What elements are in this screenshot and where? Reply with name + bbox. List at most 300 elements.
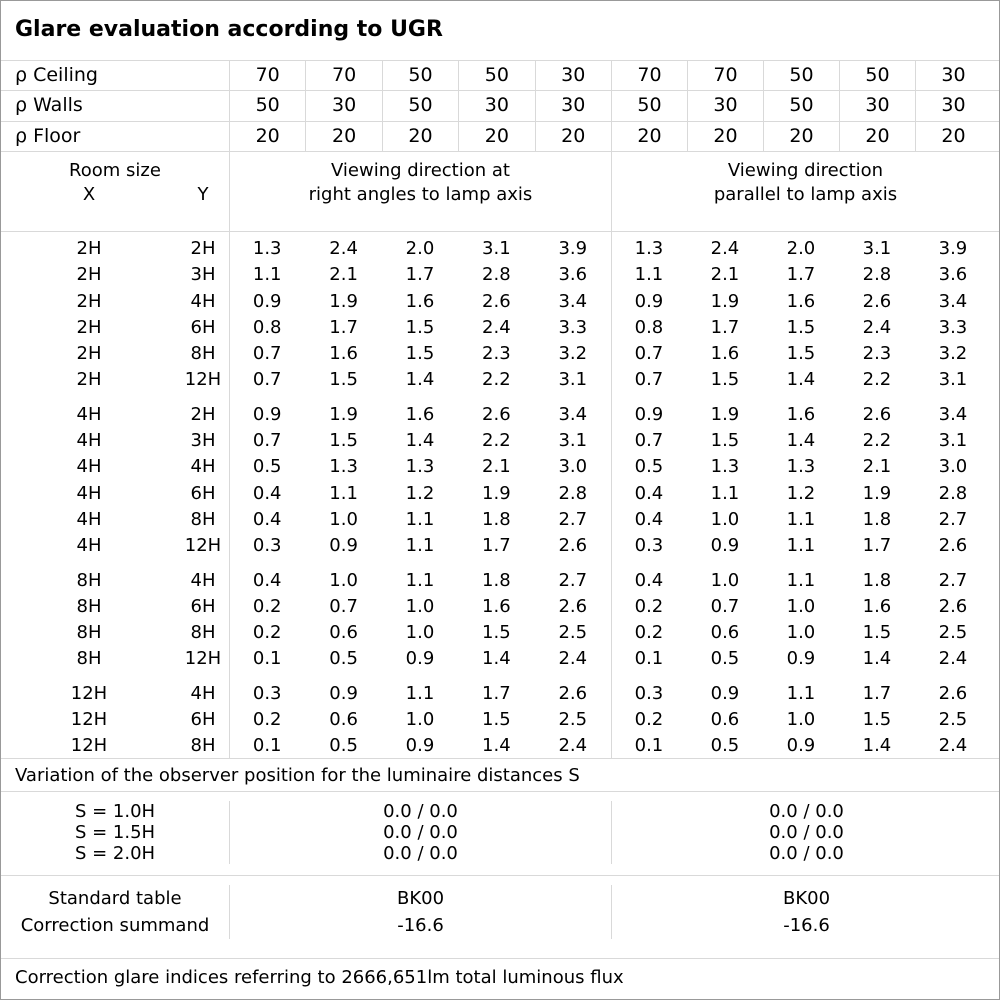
room-y-value: 8H <box>190 735 216 757</box>
xy-labels <box>1 183 229 207</box>
ugr-parallel-value: 1.9 <box>710 403 740 425</box>
room-x-value: 2H <box>76 290 102 312</box>
ugr-parallel-value: 1.9 <box>710 290 740 312</box>
ugr-right-angle-value: 1.5 <box>482 709 511 731</box>
ugr-table-row <box>1 341 999 367</box>
ugr-parallel-value: 0.2 <box>634 622 664 644</box>
reflectance-value: 50 <box>229 91 305 120</box>
room-size-block <box>1 681 999 760</box>
ugr-parallel-value: 3.4 <box>938 290 968 312</box>
ugr-parallel-value: 1.0 <box>710 569 740 591</box>
reflectance-value: 20 <box>687 122 763 151</box>
ugr-right-angle-value: 0.2 <box>252 595 282 617</box>
room-x-value: 12H <box>70 735 108 757</box>
spacer <box>991 533 999 559</box>
s-variation-row <box>1 801 999 822</box>
reflectance-value: 70 <box>687 61 763 90</box>
ugr-parallel-value: 1.4 <box>862 735 892 757</box>
spacer <box>991 236 999 262</box>
reflectance-row <box>1 61 999 91</box>
ugr-parallel-value: 0.1 <box>634 735 664 757</box>
spacer <box>991 341 999 367</box>
ugr-right-angle-value: 1.1 <box>405 682 435 704</box>
ugr-parallel-value: 0.4 <box>634 508 664 530</box>
ugr-parallel-value: 1.5 <box>862 622 892 644</box>
ugr-right-angle-value: 0.5 <box>329 735 358 757</box>
ugr-parallel-value: 1.5 <box>710 369 740 391</box>
ugr-parallel-value: 1.1 <box>634 264 664 286</box>
ugr-right-angle-value: 0.9 <box>405 735 435 757</box>
ugr-right-angle-value: 3.4 <box>558 403 588 425</box>
ugr-right-angle-value: 1.3 <box>252 237 282 259</box>
room-x-value: 2H <box>76 264 102 286</box>
spacer <box>991 315 999 341</box>
ugr-parallel-value: 1.8 <box>862 508 892 530</box>
ugr-right-angle-value: 3.9 <box>558 237 588 259</box>
s-variation-row <box>1 843 999 864</box>
ugr-parallel-value: 1.5 <box>786 316 816 338</box>
ugr-row-blocks <box>1 236 999 760</box>
room-y-value: 4H <box>190 456 216 478</box>
room-size-block <box>1 236 999 394</box>
right-angle-heading-line1: Viewing direction at <box>330 159 510 181</box>
spacer <box>991 507 999 533</box>
ugr-parallel-value: 1.3 <box>786 456 816 478</box>
ugr-table-row <box>1 620 999 646</box>
room-y-value: 12H <box>184 369 222 391</box>
ugr-right-angle-value: 0.9 <box>405 648 435 670</box>
ugr-right-angle-value: 2.7 <box>558 508 588 530</box>
ugr-right-angle-value: 1.4 <box>482 648 511 670</box>
ugr-right-angle-value: 3.6 <box>558 264 588 286</box>
summary-table <box>1 876 999 959</box>
reflectance-label: ρ Ceiling <box>15 64 98 86</box>
ugr-parallel-value: 0.1 <box>634 648 664 670</box>
ugr-right-angle-value: 0.2 <box>252 709 282 731</box>
ugr-right-angle-value: 1.6 <box>329 343 358 365</box>
ugr-parallel-value: 3.4 <box>938 403 968 425</box>
ugr-parallel-value: 0.7 <box>634 369 664 391</box>
ugr-right-angle-value: 1.5 <box>405 343 435 365</box>
ugr-right-angle-value: 2.7 <box>558 569 588 591</box>
ugr-right-angle-value: 1.3 <box>329 456 358 478</box>
summary-right-angle-value: BK00 <box>229 885 611 912</box>
room-x-value: 4H <box>76 482 102 504</box>
ugr-right-angle-value: 0.5 <box>329 648 358 670</box>
reflectance-value: 20 <box>611 122 687 151</box>
ugr-right-angle-value: 1.0 <box>329 569 358 591</box>
summary-label: Correction summand <box>20 914 210 936</box>
ugr-right-angle-value: 1.2 <box>405 482 435 504</box>
ugr-parallel-value: 2.8 <box>938 482 968 504</box>
room-x-value: 4H <box>76 508 102 530</box>
reflectance-value: 50 <box>763 91 839 120</box>
room-y-value: 6H <box>190 595 216 617</box>
ugr-right-angle-value: 1.5 <box>329 430 358 452</box>
ugr-table-row <box>1 262 999 288</box>
ugr-right-angle-value: 1.0 <box>405 595 435 617</box>
ugr-right-angle-value: 2.4 <box>482 316 511 338</box>
ugr-right-angle-value: 0.7 <box>252 430 282 452</box>
summary-row <box>1 885 999 912</box>
ugr-right-angle-value: 1.9 <box>329 403 358 425</box>
ugr-right-angle-value: 0.1 <box>252 735 282 757</box>
ugr-parallel-value: 0.8 <box>634 316 664 338</box>
ugr-right-angle-value: 0.7 <box>329 595 358 617</box>
summary-parallel-value: BK00 <box>611 885 1000 912</box>
reflectance-value: 50 <box>839 61 915 90</box>
ugr-parallel-value: 0.3 <box>634 682 664 704</box>
reflectance-value: 30 <box>305 91 381 120</box>
parallel-heading <box>611 152 999 231</box>
room-y-value: 2H <box>190 403 216 425</box>
ugr-right-angle-value: 1.9 <box>329 290 358 312</box>
room-y-value: 6H <box>190 316 216 338</box>
ugr-parallel-value: 1.4 <box>786 430 816 452</box>
ugr-right-angle-value: 2.8 <box>558 482 588 504</box>
ugr-parallel-value: 0.6 <box>710 622 740 644</box>
ugr-parallel-value: 2.8 <box>862 264 892 286</box>
reflectance-value: 30 <box>915 61 991 90</box>
ugr-parallel-value: 3.1 <box>938 369 968 391</box>
spacer <box>991 707 999 733</box>
ugr-right-angle-value: 1.5 <box>482 622 511 644</box>
room-y-value: 12H <box>184 648 222 670</box>
parallel-heading-line2: parallel to lamp axis <box>713 183 898 205</box>
ugr-right-angle-value: 1.7 <box>482 682 511 704</box>
spacer <box>991 367 999 393</box>
right-angle-heading <box>229 152 611 231</box>
ugr-right-angle-value: 0.6 <box>329 709 358 731</box>
ugr-parallel-value: 0.4 <box>634 482 664 504</box>
ugr-right-angle-value: 1.8 <box>482 569 511 591</box>
ugr-parallel-value: 1.5 <box>862 709 892 731</box>
ugr-table-row <box>1 236 999 262</box>
reflectance-row <box>1 122 999 152</box>
reflectance-value: 50 <box>611 91 687 120</box>
ugr-parallel-value: 2.6 <box>938 682 968 704</box>
room-x-value: 8H <box>76 595 102 617</box>
ugr-parallel-value: 2.1 <box>862 456 892 478</box>
ugr-right-angle-value: 0.7 <box>252 369 282 391</box>
parallel-heading-line1: Viewing direction <box>727 159 884 181</box>
reflectance-value: 50 <box>382 91 458 120</box>
ugr-right-angle-value: 1.1 <box>405 508 435 530</box>
reflectance-value: 30 <box>687 91 763 120</box>
ugr-right-angle-value: 2.6 <box>558 595 588 617</box>
ugr-parallel-value: 0.9 <box>710 535 740 557</box>
room-y-value: 8H <box>190 508 216 530</box>
room-x-value: 4H <box>76 403 102 425</box>
ugr-right-angle-value: 0.9 <box>329 682 358 704</box>
reflectance-value: 20 <box>305 122 381 151</box>
room-y-value: 8H <box>190 343 216 365</box>
ugr-parallel-value: 2.1 <box>710 264 740 286</box>
room-x-value: 4H <box>76 535 102 557</box>
room-x-value: 2H <box>76 343 102 365</box>
room-y-value: 4H <box>190 682 216 704</box>
ugr-right-angle-value: 1.4 <box>405 430 435 452</box>
ugr-right-angle-value: 3.4 <box>558 290 588 312</box>
ugr-parallel-value: 0.2 <box>634 595 664 617</box>
reflectance-value: 30 <box>458 91 534 120</box>
spacer <box>991 91 999 120</box>
room-y-value: 4H <box>190 569 216 591</box>
ugr-table-row <box>1 481 999 507</box>
ugr-parallel-value: 2.5 <box>938 622 968 644</box>
ugr-table-row <box>1 454 999 480</box>
s-right-angle-value: 0.0 / 0.0 <box>229 843 611 864</box>
summary-row <box>1 912 999 939</box>
ugr-parallel-value: 0.2 <box>634 709 664 731</box>
ugr-parallel-value: 1.3 <box>634 237 664 259</box>
s-distance-label: S = 2.0H <box>74 842 156 864</box>
ugr-parallel-value: 2.6 <box>938 535 968 557</box>
ugr-parallel-value: 2.2 <box>862 430 892 452</box>
ugr-right-angle-value: 1.9 <box>482 482 511 504</box>
spacer <box>991 733 999 759</box>
ugr-right-angle-value: 1.3 <box>405 456 435 478</box>
ugr-parallel-value: 1.1 <box>786 682 816 704</box>
ugr-parallel-value: 0.9 <box>786 735 816 757</box>
ugr-parallel-value: 3.1 <box>862 237 892 259</box>
ugr-right-angle-value: 0.9 <box>252 290 282 312</box>
ugr-right-angle-value: 1.1 <box>405 569 435 591</box>
ugr-table-row <box>1 367 999 393</box>
column-divider <box>229 232 230 758</box>
reflectance-value: 50 <box>382 61 458 90</box>
ugr-right-angle-value: 3.3 <box>558 316 588 338</box>
ugr-parallel-value: 2.4 <box>938 735 968 757</box>
ugr-table-row <box>1 428 999 454</box>
reflectance-value: 30 <box>535 61 611 90</box>
right-angle-heading-line2: right angles to lamp axis <box>308 183 533 205</box>
ugr-parallel-value: 1.3 <box>710 456 740 478</box>
reflectance-value: 70 <box>229 61 305 90</box>
room-x-value: 8H <box>76 622 102 644</box>
ugr-right-angle-value: 1.1 <box>405 535 435 557</box>
reflectance-label: ρ Floor <box>15 124 81 147</box>
ugr-parallel-value: 0.9 <box>710 682 740 704</box>
reflectance-row <box>1 91 999 121</box>
room-size-block <box>1 568 999 673</box>
ugr-parallel-value: 3.9 <box>938 237 968 259</box>
ugr-right-angle-value: 0.3 <box>252 682 282 704</box>
ugr-parallel-value: 1.1 <box>710 482 740 504</box>
spacer <box>991 594 999 620</box>
ugr-table-row <box>1 568 999 594</box>
ugr-right-angle-value: 2.8 <box>482 264 511 286</box>
spacer <box>991 428 999 454</box>
ugr-parallel-value: 1.0 <box>786 595 816 617</box>
ugr-parallel-value: 2.7 <box>938 508 968 530</box>
s-distance-label: S = 1.5H <box>74 821 156 843</box>
ugr-parallel-value: 0.5 <box>710 735 740 757</box>
ugr-parallel-value: 1.4 <box>786 369 816 391</box>
ugr-parallel-value: 3.2 <box>938 343 968 365</box>
ugr-right-angle-value: 0.7 <box>252 343 282 365</box>
reflectance-label: ρ Walls <box>15 94 83 117</box>
ugr-values-table <box>1 232 999 759</box>
ugr-parallel-value: 1.7 <box>862 682 892 704</box>
ugr-parallel-value: 1.0 <box>710 508 740 530</box>
ugr-right-angle-value: 3.1 <box>558 430 588 452</box>
ugr-parallel-value: 2.6 <box>862 403 892 425</box>
ugr-right-angle-value: 2.6 <box>558 535 588 557</box>
reflectance-value: 30 <box>839 91 915 120</box>
ugr-parallel-value: 1.7 <box>710 316 740 338</box>
ugr-parallel-value: 2.6 <box>938 595 968 617</box>
s-parallel-value: 0.0 / 0.0 <box>611 822 1000 843</box>
spacer <box>991 681 999 707</box>
ugr-right-angle-value: 2.3 <box>482 343 511 365</box>
spacer <box>991 620 999 646</box>
ugr-right-angle-value: 2.4 <box>329 237 358 259</box>
reflectance-value: 20 <box>535 122 611 151</box>
ugr-parallel-value: 2.2 <box>862 369 892 391</box>
spacer <box>991 289 999 315</box>
room-x-value: 4H <box>76 456 102 478</box>
ugr-right-angle-value: 2.4 <box>558 648 588 670</box>
ugr-right-angle-value: 2.4 <box>558 735 588 757</box>
ugr-right-angle-value: 2.5 <box>558 709 588 731</box>
ugr-parallel-value: 2.4 <box>710 237 740 259</box>
ugr-right-angle-value: 1.7 <box>405 264 435 286</box>
spacer <box>991 454 999 480</box>
column-divider <box>611 232 612 758</box>
ugr-right-angle-value: 2.2 <box>482 369 511 391</box>
s-right-angle-value: 0.0 / 0.0 <box>229 822 611 843</box>
room-y-value: 4H <box>190 290 216 312</box>
ugr-right-angle-value: 0.4 <box>252 569 282 591</box>
ugr-parallel-value: 0.7 <box>710 595 740 617</box>
ugr-right-angle-value: 1.1 <box>252 264 282 286</box>
ugr-table-row <box>1 681 999 707</box>
reflectance-value: 70 <box>305 61 381 90</box>
room-size-label: Room size <box>69 159 161 181</box>
ugr-right-angle-value: 0.9 <box>252 403 282 425</box>
ugr-table-row <box>1 289 999 315</box>
room-x-value: 8H <box>76 569 102 591</box>
room-size-block <box>1 402 999 560</box>
room-y-value: 3H <box>190 264 216 286</box>
ugr-right-angle-value: 2.6 <box>482 403 511 425</box>
ugr-parallel-value: 1.5 <box>710 430 740 452</box>
ugr-right-angle-value: 0.4 <box>252 508 282 530</box>
ugr-right-angle-value: 2.1 <box>482 456 511 478</box>
reflectance-value: 70 <box>611 61 687 90</box>
ugr-right-angle-value: 1.1 <box>329 482 358 504</box>
ugr-right-angle-value: 2.0 <box>405 237 435 259</box>
ugr-right-angle-value: 3.2 <box>558 343 588 365</box>
room-x-value: 12H <box>70 682 108 704</box>
ugr-parallel-value: 1.6 <box>710 343 740 365</box>
ugr-right-angle-value: 1.0 <box>405 709 435 731</box>
room-x-value: 2H <box>76 237 102 259</box>
ugr-table-row <box>1 733 999 759</box>
ugr-right-angle-value: 1.0 <box>329 508 358 530</box>
s-right-angle-value: 0.0 / 0.0 <box>229 801 611 822</box>
ugr-right-angle-value: 0.2 <box>252 622 282 644</box>
room-x-value: 8H <box>76 648 102 670</box>
ugr-parallel-value: 1.1 <box>786 508 816 530</box>
ugr-parallel-value: 1.5 <box>786 343 816 365</box>
reflectance-table <box>1 61 999 152</box>
ugr-right-angle-value: 2.1 <box>329 264 358 286</box>
spacer <box>991 61 999 90</box>
ugr-right-angle-value: 1.6 <box>405 403 435 425</box>
ugr-parallel-value: 1.0 <box>786 709 816 731</box>
spacer <box>991 402 999 428</box>
ugr-parallel-value: 1.8 <box>862 569 892 591</box>
reflectance-value: 50 <box>763 61 839 90</box>
ugr-parallel-value: 0.3 <box>634 535 664 557</box>
ugr-parallel-value: 0.9 <box>634 403 664 425</box>
ugr-right-angle-value: 0.4 <box>252 482 282 504</box>
room-y-value: 2H <box>190 237 216 259</box>
reflectance-value: 20 <box>229 122 305 151</box>
ugr-parallel-value: 1.1 <box>786 569 816 591</box>
summary-parallel-value: -16.6 <box>611 912 1000 939</box>
ugr-parallel-value: 3.6 <box>938 264 968 286</box>
room-y-value: 8H <box>190 622 216 644</box>
reflectance-value: 20 <box>915 122 991 151</box>
ugr-right-angle-value: 0.3 <box>252 535 282 557</box>
ugr-right-angle-value: 2.2 <box>482 430 511 452</box>
room-x-value: 12H <box>70 709 108 731</box>
room-x-value: 2H <box>76 369 102 391</box>
ugr-parallel-value: 1.6 <box>786 403 816 425</box>
ugr-parallel-value: 0.9 <box>634 290 664 312</box>
reflectance-value: 20 <box>839 122 915 151</box>
ugr-right-angle-value: 2.6 <box>558 682 588 704</box>
ugr-parallel-value: 2.7 <box>938 569 968 591</box>
ugr-right-angle-value: 1.0 <box>405 622 435 644</box>
ugr-right-angle-value: 0.5 <box>252 456 282 478</box>
table-header <box>1 152 999 232</box>
ugr-table-row <box>1 533 999 559</box>
ugr-parallel-value: 3.3 <box>938 316 968 338</box>
room-y-value: 6H <box>190 709 216 731</box>
variation-title: Variation of the observer position for the luminaire distances S <box>1 759 999 792</box>
ugr-parallel-value: 0.6 <box>710 709 740 731</box>
ugr-parallel-value: 2.5 <box>938 709 968 731</box>
ugr-parallel-value: 1.4 <box>862 648 892 670</box>
reflectance-value: 20 <box>763 122 839 151</box>
ugr-right-angle-value: 1.5 <box>405 316 435 338</box>
s-parallel-value: 0.0 / 0.0 <box>611 843 1000 864</box>
ugr-table-row <box>1 646 999 672</box>
ugr-parallel-value: 1.0 <box>786 622 816 644</box>
ugr-parallel-value: 2.3 <box>862 343 892 365</box>
x-axis-label: X <box>82 183 96 205</box>
footer-note: Correction glare indices referring to 2666,651lm total luminous flux <box>15 966 624 988</box>
ugr-parallel-value: 1.1 <box>786 535 816 557</box>
observer-variation-table <box>1 792 999 876</box>
ugr-parallel-value: 0.5 <box>634 456 664 478</box>
room-x-value: 4H <box>76 430 102 452</box>
ugr-table-row <box>1 402 999 428</box>
ugr-right-angle-value: 0.8 <box>252 316 282 338</box>
ugr-parallel-value: 2.4 <box>862 316 892 338</box>
ugr-right-angle-value: 1.8 <box>482 508 511 530</box>
ugr-parallel-value: 0.7 <box>634 343 664 365</box>
page-title: Glare evaluation according to UGR <box>1 1 999 61</box>
ugr-parallel-value: 0.7 <box>634 430 664 452</box>
ugr-right-angle-value: 1.6 <box>405 290 435 312</box>
ugr-parallel-value: 2.6 <box>862 290 892 312</box>
ugr-right-angle-value: 3.1 <box>558 369 588 391</box>
